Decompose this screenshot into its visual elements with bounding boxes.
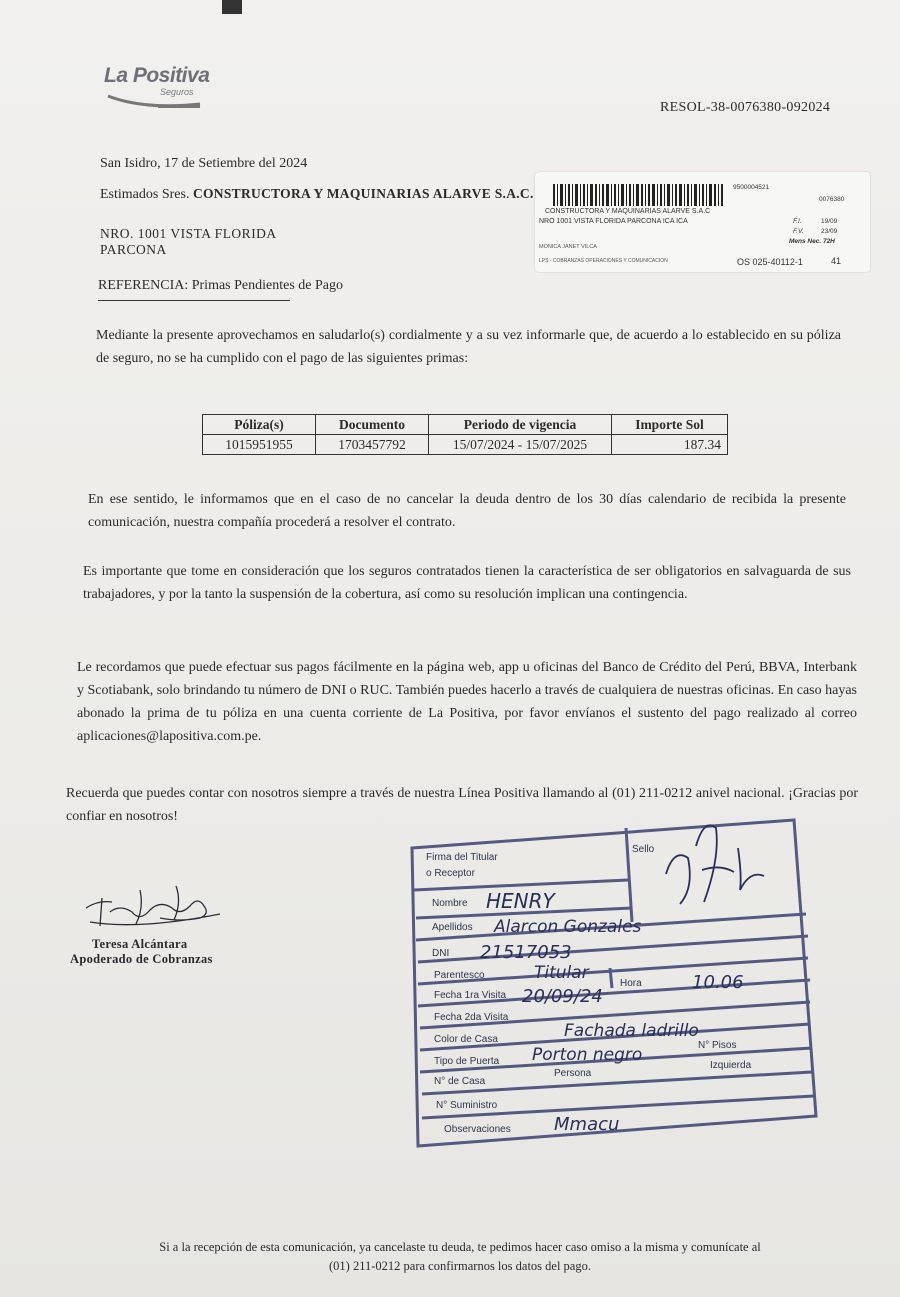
handwritten-parentesco: Titular	[534, 963, 589, 983]
stamp-label-parentesco: Parentesco	[434, 970, 485, 981]
handwritten-hora: 10.06	[692, 972, 744, 993]
stamp-label-firma: Firma del Titular	[426, 852, 498, 863]
barcode-icon	[553, 184, 725, 206]
label-fv-value: 23/09	[821, 228, 838, 235]
signer-name: Teresa Alcántara	[92, 937, 188, 951]
label-barcode-number: 9500004521	[733, 184, 770, 191]
stamp-label-fecha1: Fecha 1ra Visita	[434, 990, 507, 1001]
handwritten-apellidos: Alarcon Gonzales	[494, 917, 642, 937]
date-line: San Isidro, 17 de Setiembre del 2024	[100, 156, 308, 171]
resolution-number: RESOL-38-0076380-092024	[660, 100, 831, 115]
greeting-prefix: Estimados Sres.	[100, 187, 190, 202]
logo-swoosh-icon	[104, 88, 204, 112]
label-fi-value: 19/09	[821, 218, 838, 225]
stamp-label-color: Color de Casa	[434, 1034, 498, 1045]
label-fv: F.V.	[793, 228, 804, 235]
label-os: OS 025-40112-1	[737, 257, 803, 267]
handwritten-puerta: Porton negro	[532, 1045, 643, 1065]
label-department: LPS - COBRANZAS OPERACIONES Y COMUNICACION	[539, 258, 668, 264]
stamp-label-pisos: N° Pisos	[698, 1040, 737, 1051]
table-header-row	[203, 415, 728, 435]
handwritten-color: Fachada ladrillo	[564, 1021, 699, 1041]
handwritten-fecha: 20/09/24	[522, 986, 603, 1007]
col-header-poliza: Póliza(s)	[203, 415, 316, 435]
paragraph-payment: Le recordamos que puede efectuar sus pagos fácilmente en la página web, app u oficinas del Banco de Crédito del Perú, BBVA, Interbank y Scotiabank, solo brindando tu número de DNI o RUC. También puedes hacerlo a través de cualquiera de nuestras oficinas. En caso hayas abonado la prima de tu póliza en una cuenta corriente de La Positiva, por favor envíanos el sustento del pago realizado al correo aplicaciones@lapositiva.com.pe.	[77, 660, 857, 744]
stamp-label-suministro: N° Suministro	[436, 1100, 498, 1111]
handwritten-dni: 21517053	[480, 942, 572, 963]
paragraph-deadline: En ese sentido, le informamos que en el caso de no cancelar la deuda dentro de los 30 días calendario de recibida la presente comunicación, nuestra compañía procederá a resolver el contrato.	[88, 492, 846, 530]
col-header-periodo: Periodo de vigencia	[429, 415, 612, 435]
label-fi: F.I.	[793, 218, 802, 225]
address-line-2: PARCONA	[100, 242, 167, 257]
stamp-label-persona: Persona	[554, 1068, 592, 1079]
cell-importe: 187.34	[612, 435, 728, 455]
stamp-label-hora: Hora	[620, 978, 642, 989]
paper-clip	[222, 0, 242, 14]
handwritten-nombre: HENRY	[486, 889, 555, 913]
col-header-documento: Documento	[316, 415, 429, 435]
handwritten-observaciones: Mmacu	[554, 1114, 620, 1135]
address-label	[535, 172, 870, 272]
paragraph-importance: Es importante que tome en consideración que los seguros contratados tienen la característica de ser obligatorios en salvaguarda de sus trabajadores, y por la tanto la suspensión de la cobertura, así como su resolución implican una contingencia.	[83, 564, 851, 602]
label-line-2: NRO 1001 VISTA FLORIDA PARCONA ICA ICA	[539, 218, 688, 225]
footer-line-1: Si a la recepción de esta comunicación, ya cancelaste tu deuda, te pedimos hacer caso omiso a la misma y comunícate al	[159, 1240, 761, 1254]
address-line-1: NRO. 1001 VISTA FLORIDA	[100, 226, 277, 241]
label-os-number: 41	[831, 256, 842, 266]
paragraph-contact: Recuerda que puedes contar con nosotros siempre a través de nuestra Línea Positiva llamando al (01) 211-0212 anivel nacional. ¡Gracias por confiar en nosotros!	[66, 786, 858, 824]
logo-subtext: Seguros	[160, 87, 194, 97]
stamp-label-sello: Sello	[632, 844, 655, 855]
stamp-label-observaciones: Observaciones	[444, 1124, 511, 1135]
stamp-label-izquierda: Izquierda	[710, 1060, 752, 1071]
stamp-label-puerta: Tipo de Puerta	[434, 1056, 500, 1067]
label-mens: Mens Nec. 72H	[789, 238, 835, 245]
label-person: MONICA JANET VILCA	[539, 244, 597, 250]
stamp-label-apellidos: Apellidos	[432, 922, 473, 933]
reference-underline	[98, 300, 290, 301]
reception-stamp	[404, 818, 824, 1158]
stamp-label-dni: DNI	[432, 948, 450, 959]
cell-poliza: 1015951955	[203, 435, 316, 455]
reference: REFERENCIA: Primas Pendientes de Pago	[98, 278, 343, 293]
stamp-label-receptor: o Receptor	[426, 868, 475, 879]
logo-text: La Positiva	[104, 64, 210, 87]
paragraph-intro: Mediante la presente aprovechamos en saludarlo(s) cordialmente y a su vez informarle que, de acuerdo a lo establecido en su póliza de seguro, no se ha cumplido con el pago de las siguientes primas:	[96, 328, 841, 366]
stamp-label-fecha2: Fecha 2da Visita	[434, 1012, 509, 1023]
cell-documento: 1703457792	[316, 435, 429, 455]
footer-line-2: (01) 211-0212 para confirmarnos los datos del pago.	[329, 1259, 591, 1273]
signer-role: Apoderado de Cobranzas	[70, 952, 213, 966]
stamp-label-nombre: Nombre	[432, 898, 468, 909]
cell-periodo: 15/07/2024 - 15/07/2025	[429, 435, 612, 455]
footer-note	[100, 1238, 820, 1276]
table-row	[203, 435, 728, 455]
label-code: 0076380	[819, 196, 845, 203]
stamp-label-casa: N° de Casa	[434, 1076, 486, 1087]
greeting	[100, 186, 534, 203]
stamp-signature-icon	[666, 825, 764, 904]
premiums-table	[202, 414, 728, 455]
col-header-importe: Importe Sol	[612, 415, 728, 435]
company-name: CONSTRUCTORA Y MAQUINARIAS ALARVE S.A.C.	[192, 186, 534, 201]
label-line-1: CONSTRUCTORA Y MAQUINARIAS ALARVE S.A.C	[545, 208, 711, 215]
handwritten-signature-icon	[80, 878, 230, 936]
